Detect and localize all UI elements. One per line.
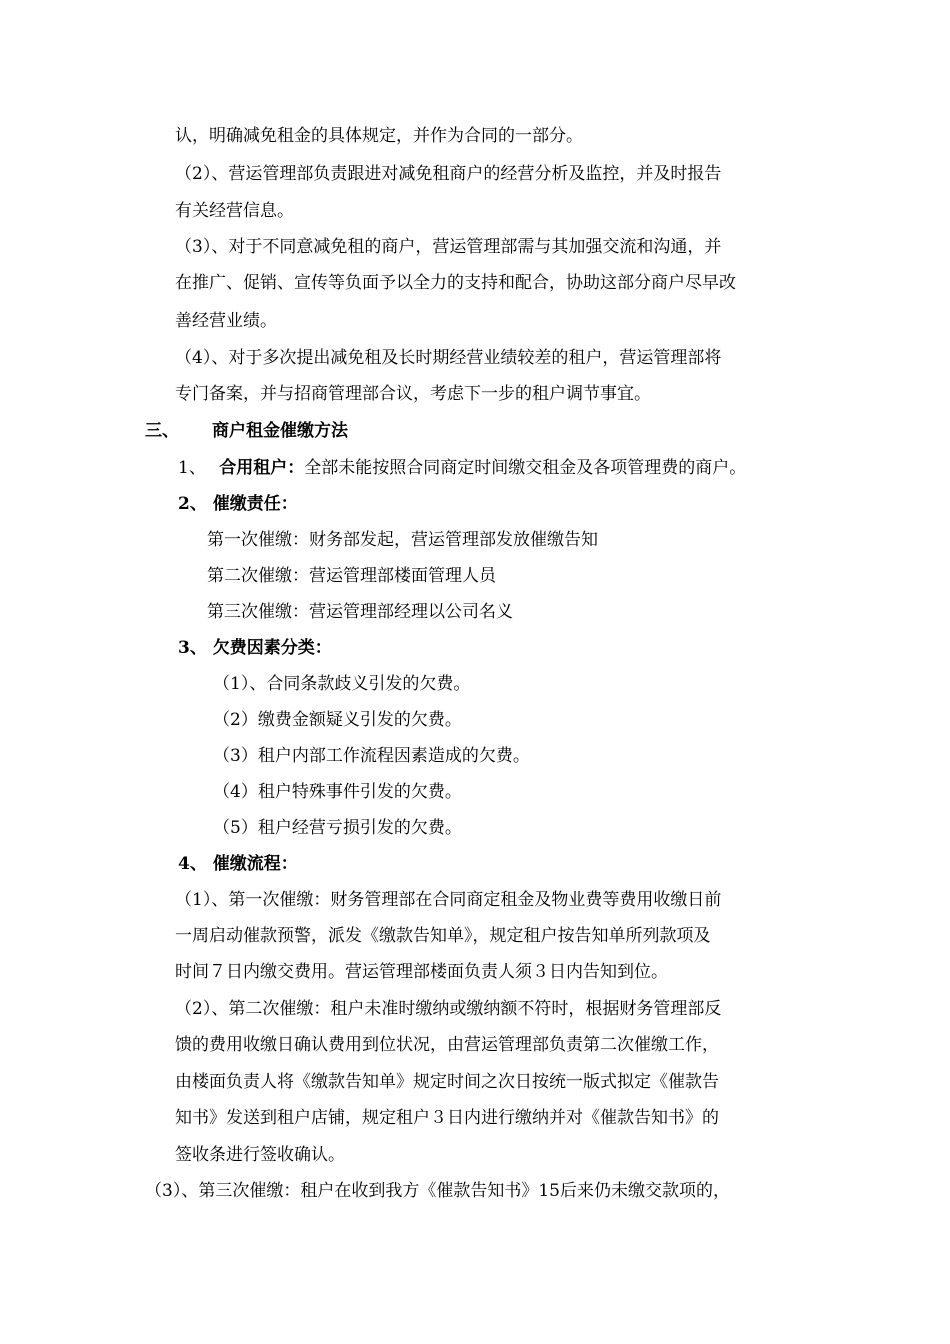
list-item: （4）租户特殊事件引发的欠费。 [213, 782, 462, 802]
list-item-line: 有关经营信息。 [175, 201, 294, 221]
subsection-heading: 4、 催缴流程： [178, 854, 298, 874]
subsection-heading: 2、 催缴责任： [178, 494, 298, 514]
paragraph-line: 时间７日内缴交费用。营运管理部楼面负责人须３日内告知到位。 [175, 962, 668, 982]
paragraph-line: 一周启动催款预警，派发《缴款告知单》，规定租户按告知单所列款项及 [175, 926, 711, 946]
subsection-number: 1、 [178, 458, 206, 478]
paragraph-line: 馈的费用收缴日确认费用到位状况，由营运管理部负责第二次催缴工作， [175, 1035, 719, 1055]
paragraph-line: （2）、第二次催缴：租户未准时缴纳或缴纳额不符时，根据财务管理部反 [175, 999, 722, 1019]
list-item-line: （2）、营运管理部负责跟进对减免租商户的经营分析及监控，并及时报告 [175, 164, 722, 184]
paragraph-line: （3）、第三次催缴：租户在收到我方《催款告知书》15后来仍未缴交款项的， [145, 1181, 730, 1201]
subsection-label: 合用租户： [219, 458, 305, 478]
paragraph-line: 知书》发送到租户店铺，规定租户３日内进行缴纳并对《催款告知书》的 [175, 1108, 719, 1128]
list-item-line: 善经营业绩。 [175, 311, 277, 331]
list-item: 第一次催缴：财务部发起，营运管理部发放催缴告知 [207, 530, 598, 550]
subsection-text: 全部未能按照合同商定时间缴交租金及各项管理费的商户。 [304, 458, 747, 478]
list-item-line: （4）、对于多次提出减免租及长时期经营业绩较差的租户，营运管理部将 [175, 348, 722, 368]
list-item-line: 专门备案，并与招商管理部合议，考虑下一步的租户调节事宜。 [175, 384, 651, 404]
list-item-line: 在推广、促销、宣传等负面予以全力的支持和配合，协助这部分商户尽早改 [175, 273, 736, 293]
list-item: （1）、合同条款歧义引发的欠费。 [213, 674, 471, 694]
list-item: （2）缴费金额疑义引发的欠费。 [213, 710, 462, 730]
paragraph-line: 由楼面负责人将《缴款告知单》规定时间之次日按统一版式拟定《催款告 [175, 1072, 719, 1092]
subsection-line [178, 456, 746, 480]
list-item: 第三次催缴：营运管理部经理以公司名义 [207, 602, 513, 622]
list-item: 第二次催缴：营运管理部楼面管理人员 [207, 566, 496, 586]
subsection-heading: 3、 欠费因素分类： [178, 638, 332, 658]
list-item: （3）租户内部工作流程因素造成的欠费。 [213, 746, 530, 766]
section-heading: 商户租金催缴方法 [212, 421, 348, 441]
paragraph-line: 认，明确减免租金的具体规定，并作为合同的一部分。 [175, 126, 583, 146]
paragraph-line: （1）、第一次催缴：财务管理部在合同商定租金及物业费等费用收缴日前 [175, 890, 722, 910]
paragraph-line: 签收条进行签收确认。 [175, 1145, 345, 1165]
list-item: （5）租户经营亏损引发的欠费。 [213, 818, 462, 838]
section-number: 三、 [145, 421, 179, 441]
list-item-line: （3）、对于不同意减免租的商户，营运管理部需与其加强交流和沟通，并 [175, 237, 722, 257]
